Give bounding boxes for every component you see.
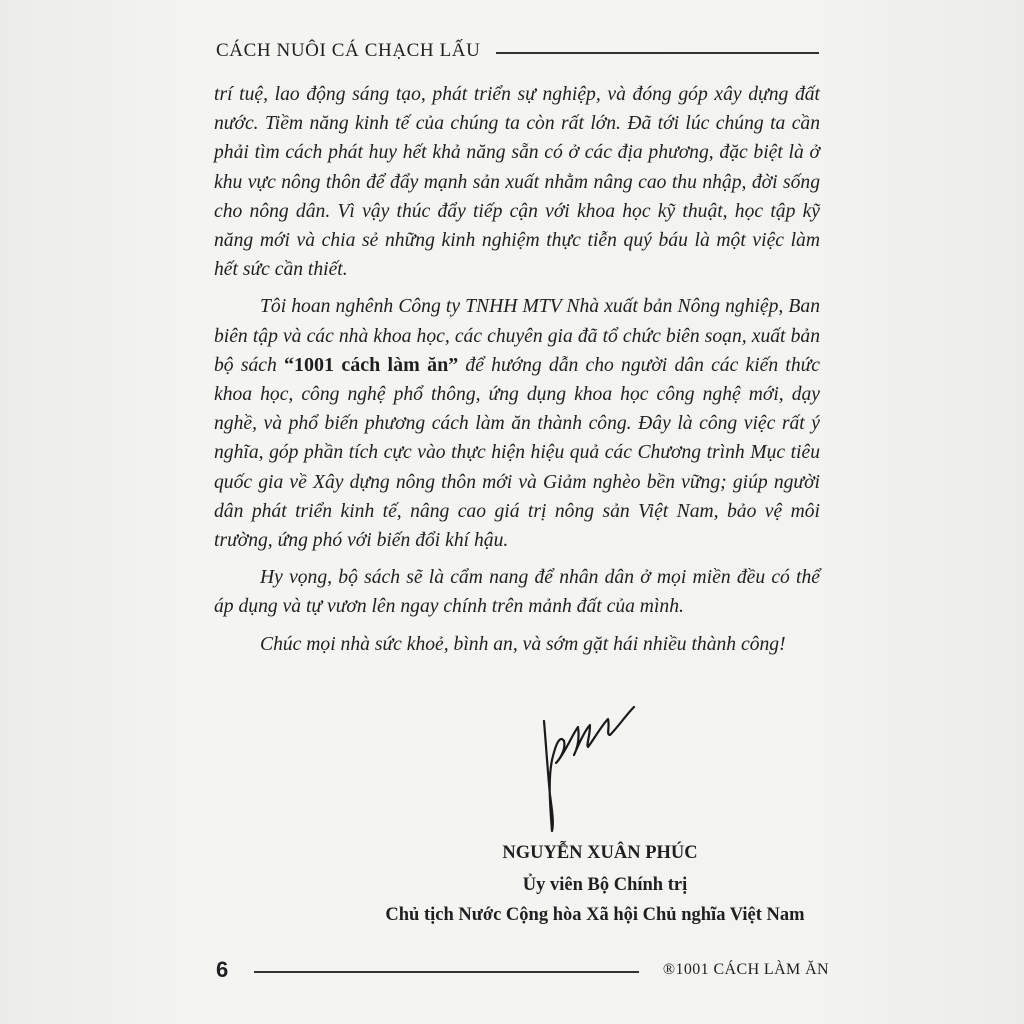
paragraph-2	[214, 292, 820, 555]
footer-rule	[254, 971, 639, 973]
header-title: CÁCH NUÔI CÁ CHẠCH LẤU	[216, 40, 481, 61]
paragraph-1: trí tuệ, lao động sáng tạo, phát triển sự nghiệp, và đóng góp xây dựng đất nước. Tiềm năng kinh tế của chúng ta còn rất lớn. Đã tới lúc chúng ta cần phải tìm cách phát huy hết khả năng sẵn có ở các địa phương, đặc biệt là ở khu vực nông thôn để đẩy mạnh sản xuất nhằm nâng cao thu nhập, đời sống cho nông dân. Vì vậy thúc đẩy tiếp cận với khoa học kỹ thuật, học tập kỹ năng mới và chia sẻ những kinh nghiệm thực tiễn quý báu là một việc làm hết sức cần thiết.	[214, 84, 820, 281]
page-number: 6	[216, 957, 229, 982]
paragraph-3: Hy vọng, bộ sách sẽ là cẩm nang để nhân dân ở mọi miền đều có thể áp dụng và tự vươn lên ngay chính trên mảnh đất của mình.	[214, 567, 820, 618]
paragraph-2-start: Tôi hoan nghênh Công ty TNHH MTV Nhà xuất bản Nông nghiệp, Ban biên tập và các nhà khoa học, các chuyên gia đã tổ chức biên soạn, xuất bản bộ sách	[214, 296, 820, 376]
running-footer	[216, 957, 829, 983]
handwritten-signature	[530, 685, 640, 835]
header-rule	[496, 52, 819, 54]
signer-title: Chủ tịch Nước Cộng hòa Xã hội Chủ nghĩa Việt Nam	[385, 905, 805, 925]
signer-name: NGUYỄN XUÂN PHÚC	[502, 843, 698, 863]
paragraph-2-end: để hướng dẫn cho người dân các kiến thức khoa học, công nghệ phổ thông, ứng dụng khoa học công nghệ mới, dạy nghề, và phổ biến phương cách làm ăn thành công. Đây là công việc rất ý nghĩa, góp phần tích cực vào thực hiện hiệu quả các Chương trình Mục tiêu quốc gia về Xây dựng nông thôn mới và Giảm nghèo bền vững; giúp người dân phát triển kinh tế, nâng cao giá trị nông sản Việt Nam, bảo vệ môi trường, ứng phó với biến đổi khí hậu.	[214, 354, 821, 552]
signer-role: Ủy viên Bộ Chính trị	[522, 875, 688, 895]
foreword-body	[214, 80, 820, 667]
running-header	[216, 40, 819, 62]
book-series-title: “1001 cách làm ăn”	[283, 353, 459, 376]
footer-brand: ®1001 CÁCH LÀM ĂN	[662, 961, 829, 978]
paragraph-4: Chúc mọi nhà sức khoẻ, bình an, và sớm gặt hái nhiều thành công!	[260, 633, 786, 655]
